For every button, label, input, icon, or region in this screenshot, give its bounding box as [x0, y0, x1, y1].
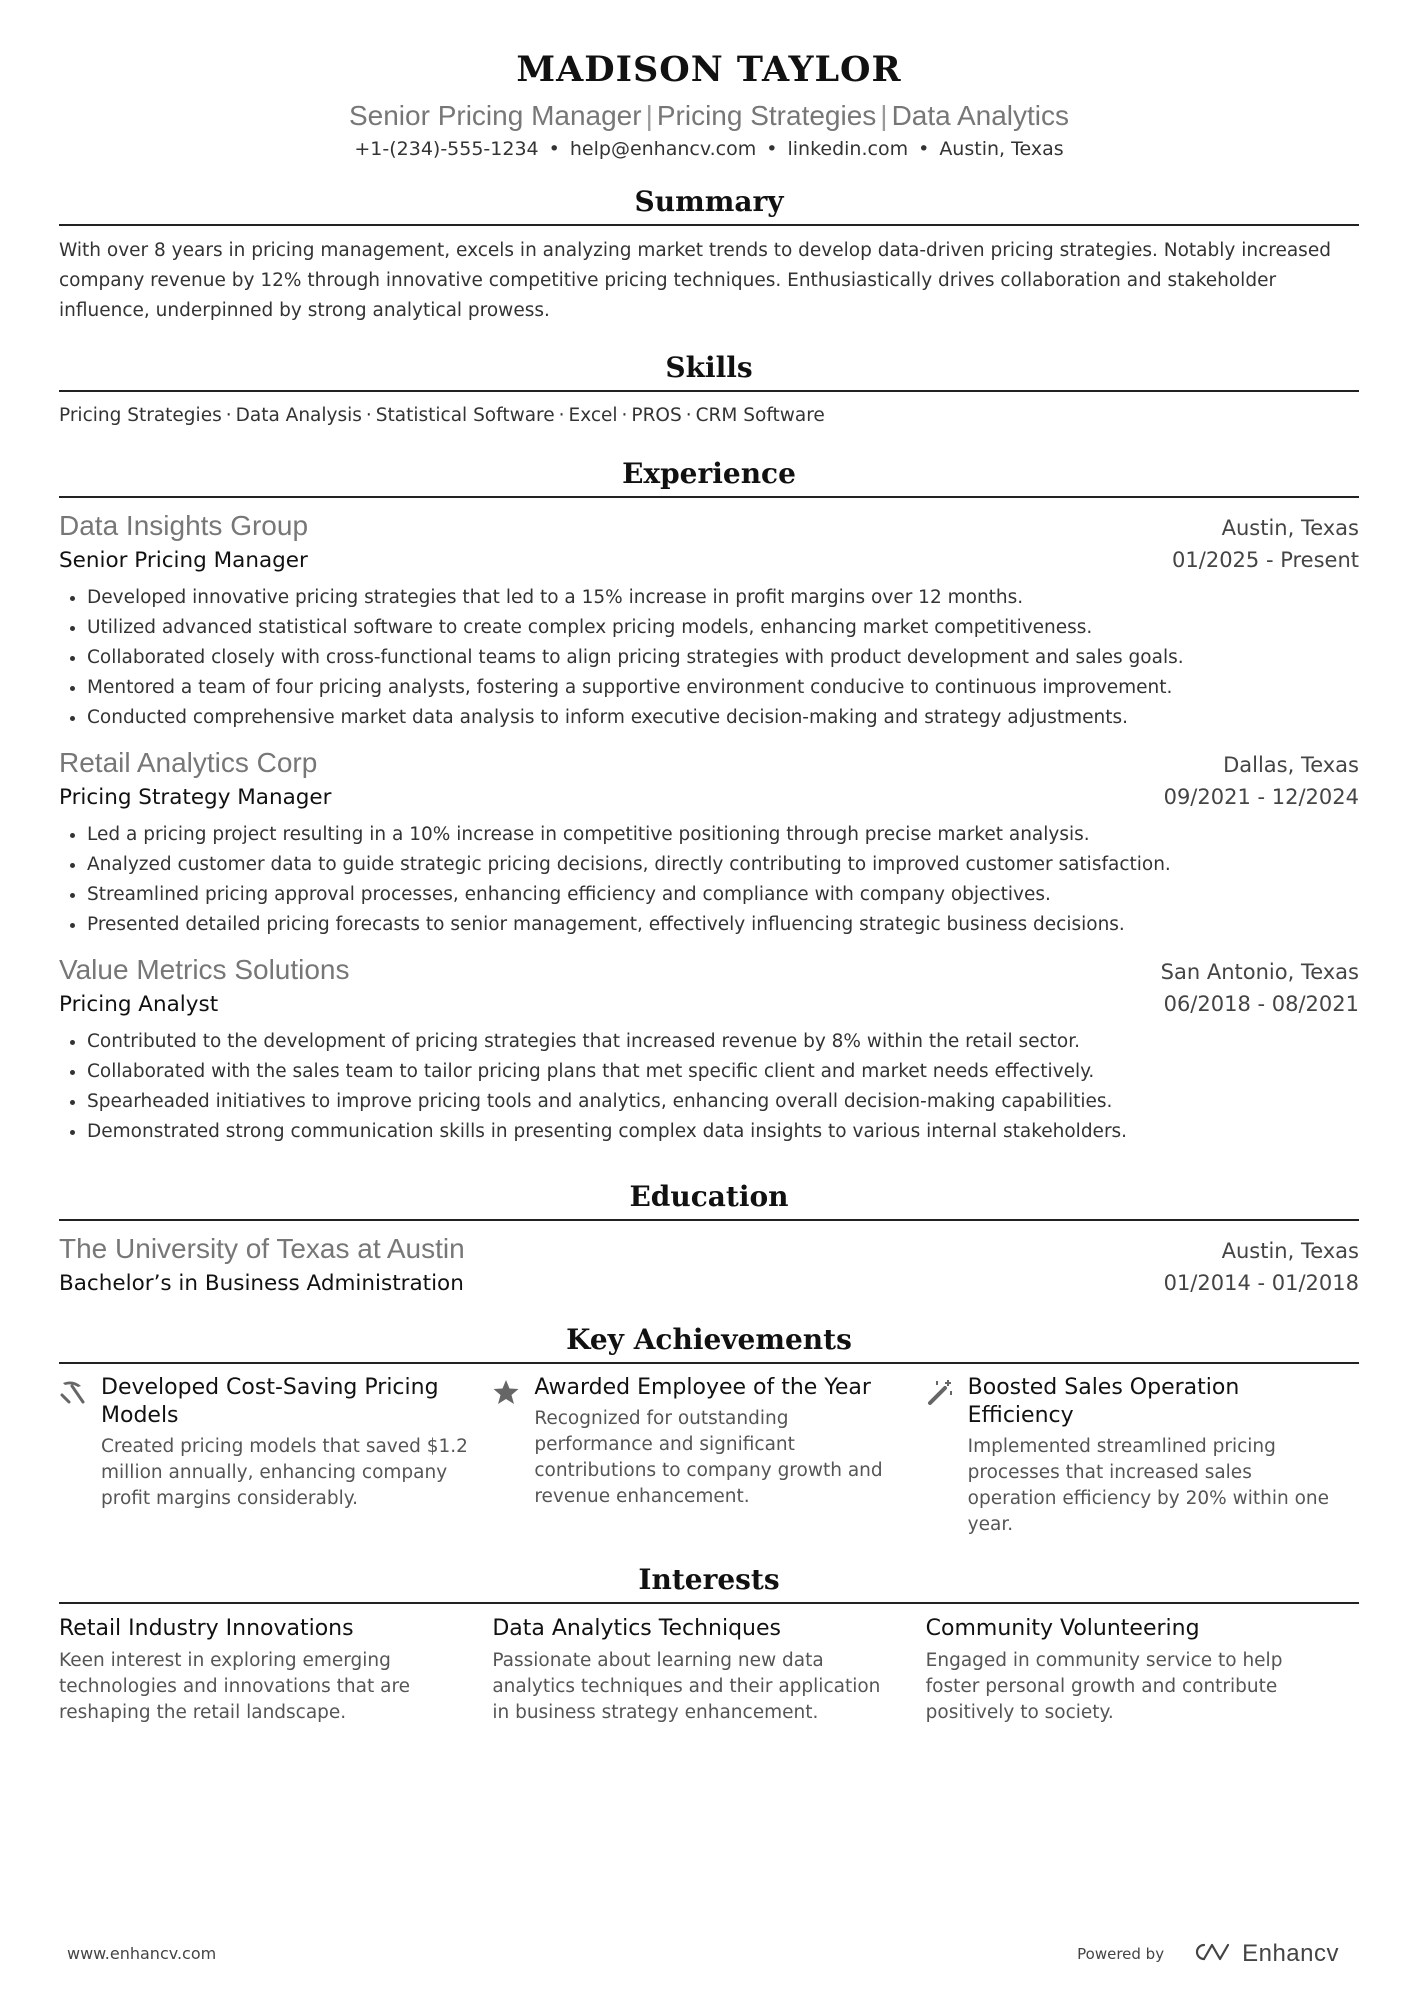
achievement-item — [59, 1374, 492, 1538]
company-name: Data Insights Group — [59, 510, 309, 541]
section-title-experience: Experience — [622, 457, 796, 490]
magic-wand-icon — [926, 1374, 968, 1410]
contact-info — [59, 136, 1359, 162]
section-divider — [59, 224, 1359, 226]
job-entry — [59, 745, 1359, 940]
job-bullets — [59, 583, 1359, 733]
bullet-item: • Conducted comprehensive market data analysis to inform executive decision-making and strategy adjustments. — [87, 703, 1359, 733]
contact-separator: • — [766, 138, 778, 160]
tagline-item: Data Analytics — [891, 100, 1069, 131]
bullet-item: • Spearheaded initiatives to improve pricing tools and analytics, enhancing overall decision-making capabilities. — [87, 1087, 1359, 1117]
tagline-item: Pricing Strategies — [656, 100, 877, 131]
interest-item — [59, 1614, 492, 1726]
section-divider — [59, 390, 1359, 392]
job-location: Dallas, Texas — [1223, 753, 1359, 777]
tagline-separator: | — [645, 100, 653, 131]
job-dates: 06/2018 - 08/2021 — [1163, 992, 1359, 1016]
email-link[interactable]: help@enhancv.com — [569, 138, 757, 160]
bullet-item: • Led a pricing project resulting in a 10% increase in competitive positioning through precise market analysis. — [87, 820, 1359, 850]
job-entry — [59, 508, 1359, 733]
footer-url-link[interactable]: www.enhancv.com — [67, 1944, 217, 1963]
job-dates: 09/2021 - 12/2024 — [1163, 785, 1359, 809]
bullet-item: • Analyzed customer data to guide strategic pricing decisions, directly contributing to improved customer satisfaction. — [87, 850, 1359, 880]
skill-item: Statistical Software — [375, 405, 555, 426]
achievement-item — [492, 1374, 925, 1538]
education-section — [59, 1177, 1359, 1300]
job-bullets — [59, 1027, 1359, 1147]
interests-section — [59, 1560, 1359, 1726]
contact-separator: • — [548, 138, 560, 160]
job-bullets — [59, 820, 1359, 940]
bullet-item: • Developed innovative pricing strategies that led to a 15% increase in profit margins over 12 months. — [87, 583, 1359, 613]
achievement-description: Created pricing models that saved $1.2 million annually, enhancing company profit margins considerably. — [101, 1436, 468, 1509]
summary-section — [59, 182, 1359, 326]
achievement-title: Developed Cost-Saving Pricing Models — [101, 1375, 439, 1428]
achievement-title: Boosted Sales Operation Efficiency — [967, 1375, 1240, 1428]
bullet-item: • Utilized advanced statistical software to create complex pricing models, enhancing market competitiveness. — [87, 613, 1359, 643]
school-name: The University of Texas at Austin — [59, 1233, 465, 1264]
section-divider — [59, 1602, 1359, 1604]
achievement-item — [926, 1374, 1359, 1538]
interest-title: Community Volunteering — [925, 1616, 1200, 1641]
bullet-item: • Mentored a team of four pricing analysts, fostering a supportive environment conducive to continuous improvement. — [87, 673, 1359, 703]
tagline-item: Senior Pricing Manager — [348, 100, 642, 131]
company-name: Value Metrics Solutions — [59, 954, 350, 985]
bullet-item: • Contributed to the development of pricing strategies that increased revenue by 8% within the retail sector. — [87, 1027, 1359, 1057]
interest-description: Keen interest in exploring emerging technologies and innovations that are reshaping the retail landscape. — [59, 1650, 411, 1723]
skill-item: Data Analysis — [235, 405, 362, 426]
interest-description: Engaged in community service to help foster personal growth and contribute positively to society. — [925, 1650, 1283, 1723]
bullet-item: • Streamlined pricing approval processes, enhancing efficiency and compliance with company objectives. — [87, 880, 1359, 910]
interest-title: Data Analytics Techniques — [492, 1616, 781, 1641]
degree: Bachelor’s in Business Administration — [59, 1271, 464, 1296]
bullet-item: • Demonstrated strong communication skills in presenting complex data insights to various internal stakeholders. — [87, 1117, 1359, 1147]
education-dates: 01/2014 - 01/2018 — [1163, 1271, 1359, 1295]
job-title: Pricing Analyst — [59, 992, 219, 1017]
section-divider — [59, 496, 1359, 498]
pickaxe-icon — [59, 1374, 101, 1410]
job-title: Pricing Strategy Manager — [59, 785, 332, 810]
candidate-name: MADISON TAYLOR — [516, 49, 902, 90]
achievement-title: Awarded Employee of the Year — [534, 1375, 871, 1400]
section-title-education: Education — [629, 1180, 789, 1213]
interest-description: Passionate about learning new data analytics techniques and their application in business strategy enhancement. — [492, 1650, 881, 1723]
job-location: Austin, Texas — [1221, 516, 1359, 540]
contact-separator: • — [918, 138, 930, 160]
brand-name: Enhancv — [1242, 1940, 1339, 1967]
powered-by — [1077, 1940, 1339, 1968]
skill-item: PROS — [631, 405, 682, 426]
summary-text: With over 8 years in pricing management, excels in analyzing market trends to develop data-driven pricing strategies. Notably increased company revenue by 12% through innovative competitive pricing techniques. Enthusiastically drives collaboration and stakeholder influence, underpinned by strong analytical prowess. — [59, 240, 1331, 321]
achievement-description: Implemented streamlined pricing processes that increased sales operation efficiency by 20% within one year. — [967, 1436, 1330, 1535]
interest-item — [926, 1614, 1359, 1726]
skill-item: CRM Software — [695, 405, 825, 426]
job-dates: 01/2025 - Present — [1172, 548, 1359, 572]
job-location: San Antonio, Texas — [1160, 960, 1359, 984]
job-title: Senior Pricing Manager — [59, 548, 308, 573]
bullet-item: • Collaborated with the sales team to tailor pricing plans that met specific client and market needs effectively. — [87, 1057, 1359, 1087]
section-divider — [59, 1362, 1359, 1364]
phone: +1-(234)-555-1234 — [354, 138, 539, 160]
powered-by-label: Powered by — [1077, 1945, 1165, 1963]
resume-content — [59, 46, 1359, 1726]
interest-title: Retail Industry Innovations — [59, 1616, 354, 1641]
school-location: Austin, Texas — [1221, 1239, 1359, 1263]
star-icon — [492, 1374, 534, 1410]
bullet-item: • Presented detailed pricing forecasts to senior management, effectively influencing strategic business decisions. — [87, 910, 1359, 940]
enhancv-logo-icon — [1190, 1940, 1234, 1968]
page-footer — [67, 1940, 1339, 1970]
skill-item: Excel — [568, 405, 618, 426]
section-divider — [59, 1219, 1359, 1221]
bullet-item: • Collaborated closely with cross-functional teams to align pricing strategies with product development and sales goals. — [87, 643, 1359, 673]
experience-section — [59, 454, 1359, 1147]
interest-item — [492, 1614, 925, 1726]
achievement-description: Recognized for outstanding performance and significant contributions to company growth and revenue enhancement. — [534, 1408, 883, 1507]
company-name: Retail Analytics Corp — [59, 747, 318, 778]
job-entry — [59, 952, 1359, 1147]
skill-item: Pricing Strategies — [59, 405, 222, 426]
achievements-section — [59, 1320, 1359, 1538]
skills-list: Pricing Strategies · Data Analysis · Statistical Software · Excel · PROS · CRM Software — [59, 405, 825, 426]
skills-section — [59, 348, 1359, 430]
section-title-skills: Skills — [665, 351, 753, 384]
section-title-summary: Summary — [634, 185, 784, 218]
section-title-achievements: Key Achievements — [566, 1323, 852, 1356]
section-title-interests: Interests — [638, 1563, 780, 1596]
tagline — [59, 98, 1359, 134]
location: Austin, Texas — [939, 138, 1064, 160]
tagline-separator: | — [880, 100, 888, 131]
linkedin-link[interactable]: linkedin.com — [787, 138, 909, 160]
